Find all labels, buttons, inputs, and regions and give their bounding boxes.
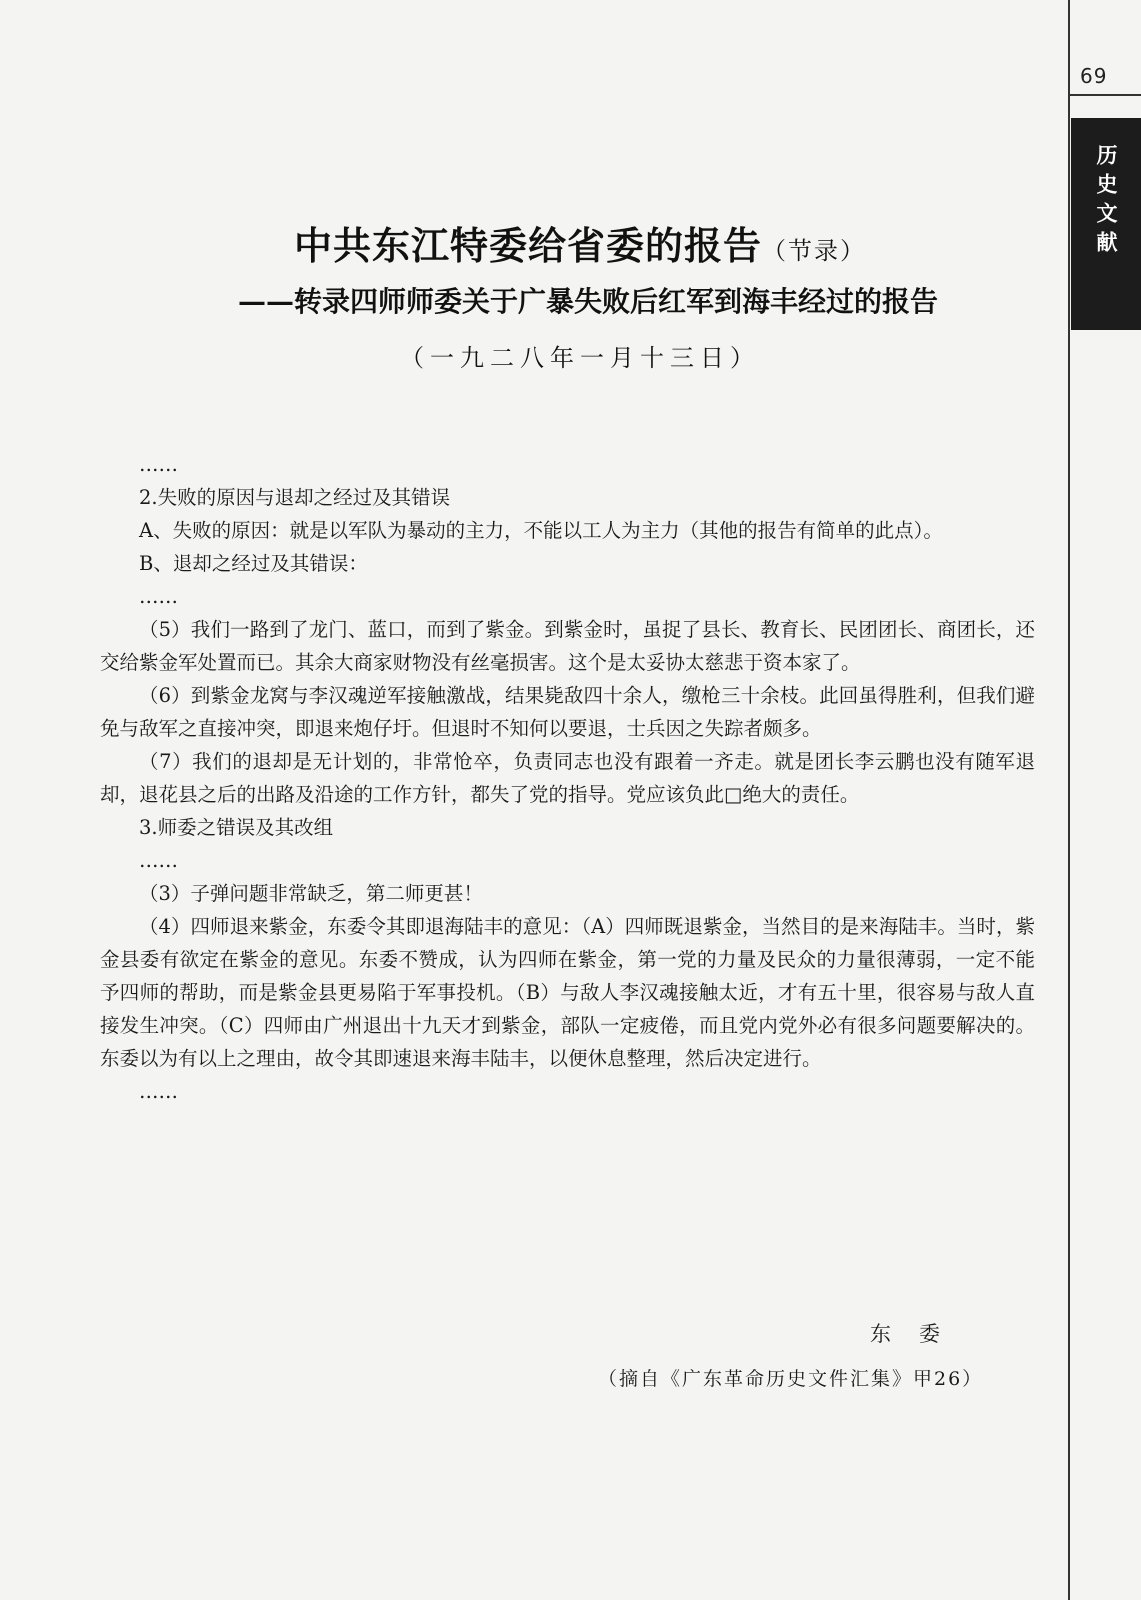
- page-number: 69: [1080, 64, 1108, 88]
- paragraph: （3）子弹问题非常缺乏，第二师更甚！: [139, 882, 483, 905]
- page-number-rule: [1070, 94, 1141, 96]
- source-citation: （摘自《广东革命历史文件汇集》甲26）: [598, 1368, 984, 1390]
- document-body: [100, 448, 1035, 1108]
- paragraph: （4）四师退来紫金，东委令其即退海陆丰的意见：（A）四师既退紫金，当然目的是来海陆丰。当时，紫金县委有欲定在紫金的意见。东委不赞成，认为四师在紫金，第一党的力量及民众的力量很薄弱，一定不能予四师的帮助，而是紫金县更易陷于军事投机。（B）与敌人李汉魂接触太近，才有五十里，很容易与敌人直接发生冲突。（C）四师由广州退出十九天才到紫金，部队一定疲倦，而且党内党外必有很多问题要解决的。东委以为有以上之理由，故令其即速退来海丰陆丰，以便休息整理，然后决定进行。: [100, 915, 1035, 1070]
- ellipsis-line: ……: [139, 585, 178, 608]
- section-tab: 历史文献: [1071, 118, 1141, 330]
- ellipsis-line: ……: [139, 1080, 178, 1103]
- title-text: 中共东江特委给省委的报告: [293, 223, 762, 268]
- paragraph: A、失败的原因：就是以军队为暴动的主力，不能以工人为主力（其他的报告有简单的此点）。: [139, 519, 943, 542]
- title-block: [100, 220, 1060, 277]
- document-date: （一九二八年一月十三日）: [400, 344, 760, 372]
- document-title: [100, 220, 1060, 277]
- section-heading: 2.失败的原因与退却之经过及其错误: [139, 486, 451, 509]
- paragraph: （6）到紫金龙窝与李汉魂逆军接触激战，结果毙敌四十余人，缴枪三十余枝。此回虽得胜利，但我们避免与敌军之直接冲突，即退来炮仔圩。但退时不知何以要退，士兵因之失踪者颇多。: [100, 684, 1035, 740]
- title-note: （节录）: [762, 237, 866, 265]
- margin-rule: [1068, 0, 1070, 1600]
- ellipsis-line: ……: [139, 453, 178, 476]
- paragraph: （5）我们一路到了龙门、蓝口，而到了紫金。到紫金时，虽捉了县长、教育长、民团团长、商团长，还交给紫金军处置而已。其余大商家财物没有丝毫损害。这个是太妥协太慈悲于资本家了。: [100, 618, 1035, 674]
- paragraph: B、退却之经过及其错误：: [139, 552, 368, 575]
- signature: 东委: [870, 1322, 968, 1346]
- paragraph: （7）我们的退却是无计划的，非常怆卒，负责同志也没有跟着一齐走。就是团长李云鹏也没有随军退却，退花县之后的出路及沿途的工作方针，都失了党的指导。党应该负此□绝大的责任。: [100, 750, 1035, 806]
- document-subtitle: ——转录四师师委关于广暴失败后红军到海丰经过的报告: [238, 285, 939, 318]
- ellipsis-line: ……: [139, 849, 178, 872]
- section-heading: 3.师委之错误及其改组: [139, 816, 334, 839]
